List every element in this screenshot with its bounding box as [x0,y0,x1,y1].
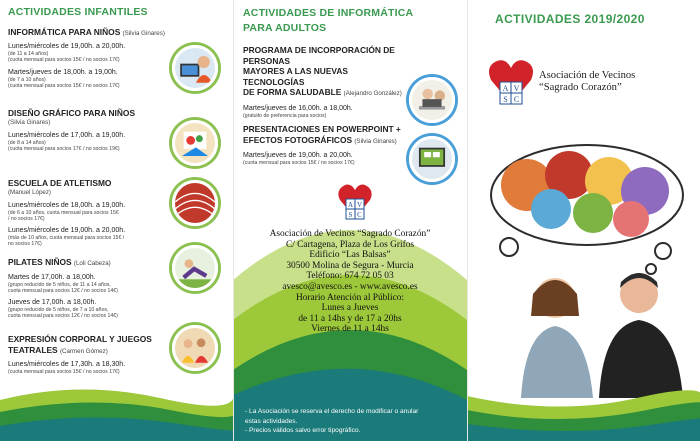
activity-instructor: (Manuel López) [8,188,51,196]
seniors-laptop-photo [409,77,455,123]
schedule-note: no socios 17€) [8,241,42,248]
activity-informatica-ninos [8,27,168,90]
schedule-time: Jueves de 17,00h. a 18,00h. [8,298,97,306]
schedule-time: Lunes/miércoles de 17,00h. a 19,00h. [8,131,126,139]
schedule-time: Lunes/miércoles de 19,00h. a 20,00h. [8,226,126,234]
schedule-note: (cuota mensual para socios 15€ / no socios 17€) [8,57,120,64]
green-wave-decoration [0,380,233,441]
schedule-note: (de 11 a 14 años) [8,50,49,57]
activity-instructor: (Carmen Gómez) [59,347,108,355]
activity-mayores-tecnologia [243,45,408,119]
svg-text:S: S [348,211,353,219]
contact-address: C/ Cartagena, Plaza de Los Grifos [285,239,415,250]
schedule-note: (de 8 a 14 años) [8,139,46,146]
schedule-time: Martes de 17,00h. a 18,00h. [8,273,96,281]
contact-phone: Teléfono: 674 72 05 03 [306,271,394,282]
schedule-note: / no socios 17€) [8,216,45,223]
presentation-screen-photo [409,136,455,182]
schedule-note: cuota mensual para socios 12€ / no socios 14€) [8,288,118,295]
schedule-time: Martes/jueves de 16,00h. a 18,00h. [243,104,353,112]
year-title: ACTIVIDADES 2019/2020 [495,12,645,26]
contact-hours-days: Lunes a Jueves [321,303,379,314]
activity-title: EXPRESIÓN CORPORAL Y JUEGOS [8,334,152,344]
contact-building: Edificio “Las Balsas” [309,250,391,261]
schedule-note: (más de 10 años, cuota mensual para socios 15€ / [8,234,125,241]
activity-title: MAYORES A LAS NUEVAS TECNOLOGÍAS [243,66,349,87]
activity-title: INFORMÁTICA PARA NIÑOS [8,27,121,37]
adult-activities-heading: ACTIVIDADES DE INFORMÁTICA PARA ADULTOS [243,7,414,34]
activities-thought-bubble [481,135,693,275]
schedule-time: Lunes/miércoles de 17,30h. a 18,30h. [8,361,126,368]
schedule-time: Martes/jueves de 18,00h. a 19,00h. [8,68,118,76]
theatre-kids-photo [172,325,218,371]
contact-hours-time: de 11 a 14hs y de 17 a 20hs [298,313,402,324]
activity-instructor: (Silvia Ginares) [8,118,51,126]
athletics-track-photo [172,180,218,226]
schedule-note: cuota mensual para socios 12€ / no socios 14€) [8,313,118,320]
schedule-note: (de 7 a 10 años) [8,76,46,83]
schedule-note: (cuota mensual para socios 17€ / no socios 19€) [8,146,120,153]
activity-pilates-ninos [8,257,168,320]
footer-notes: - La Asociación se reserva el derecho de modificar o anular estas actividades. - Precios válidos salvo error tipográfico. [245,408,419,434]
activity-title: ESCUELA DE ATLETISMO [8,178,112,188]
children-activities-panel [0,0,233,441]
schedule-time: Lunes/miércoles de 18,00h. a 19,00h. [8,201,126,209]
activity-powerpoint [243,124,408,167]
svg-text:C: C [357,211,362,219]
fold-line [467,0,468,441]
avsc-logo [487,56,535,108]
activity-diseno-grafico [8,108,168,153]
schedule-note: (cuota mensual para socios 15€ / no socios 17€) [243,160,355,166]
children-activities-heading: ACTIVIDADES INFANTILES [8,6,148,18]
activity-instructor: (Silvia Ginares) [122,30,165,37]
activity-expresion-corporal [8,334,168,376]
activity-title: PILATES NIÑOS [8,257,72,267]
schedule-time: Martes/jueves de 19,00h. a 20,00h. [243,152,353,159]
activity-instructor: (Alejandro González) [343,90,402,97]
svg-text:C: C [513,95,520,104]
adult-activities-panel [233,0,467,441]
schedule-note: (de 6 a 10 años, cuota mensual para socios 15€ [8,209,119,216]
activity-atletismo [8,178,168,248]
svg-text:S: S [503,95,508,104]
contact-email-web: avesco@avesco.es - www.avesco.es [282,281,418,292]
avsc-logo [337,180,373,222]
cover-panel [467,0,700,441]
activity-title: DE FORMA SALUDABLE [243,87,342,97]
schedule-time: Lunes/miércoles de 19,00h. a 20,00h. [8,42,126,50]
activity-title: PROGRAMA DE INCORPORACIÓN DE PERSONAS [243,45,395,66]
svg-text:A: A [502,84,509,93]
pilates-photo [172,245,218,291]
activity-title: PRESENTACIONES EN POWERPOINT + [243,124,401,134]
activity-title: DISEÑO GRÁFICO PARA NIÑOS [8,108,136,118]
activity-instructor: (Loli Cabeza) [73,260,111,267]
contact-block [233,229,467,335]
schedule-note: (gratuito de preferencia para socios) [243,112,327,119]
schedule-note: (grupo reducido de 5 niños, de 7 a 10 años, [8,306,109,313]
svg-text:V: V [356,201,363,209]
association-name: Asociación de Vecinos “Sagrado Corazón” [539,70,636,93]
activity-title: EFECTOS FOTOGRÁFICOS [243,134,353,145]
contact-hours-label: Horario Atención al Público: [295,292,405,303]
activity-title-cont: TEATRALES [8,344,58,355]
contact-name: Asociación de Vecinos “Sagrado Corazón” [269,229,431,239]
svg-text:V: V [513,84,520,93]
svg-text:A: A [347,201,354,209]
thinking-people-photo [507,268,700,398]
activity-instructor: (Silvia Ginares) [354,137,397,145]
schedule-note: (grupo reducido de 5 niños, de 11 a 14 años, [8,281,111,288]
fold-line [233,0,234,441]
schedule-note: (cuota mensual para socios 15€ / no socios 17€) [8,369,120,375]
child-computer-photo [172,45,218,91]
contact-city: 30500 Molina de Segura - Murcia [286,260,414,271]
graphic-design-photo [172,120,218,166]
contact-hours-friday: Viernes de 11 a 14hs [311,324,389,335]
green-wave-decoration [467,380,700,441]
schedule-note: (cuota mensual para socios 15€ / no socios 17€) [8,83,120,90]
